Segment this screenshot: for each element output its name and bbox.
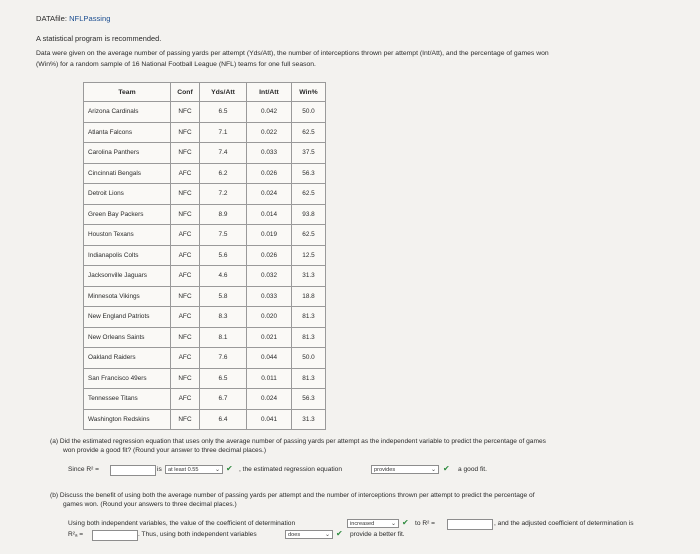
chevron-down-icon: ⌄ (324, 532, 330, 538)
table-cell: NFC (171, 184, 200, 205)
part-b-thus-text: . Thus, using both independent variables (138, 531, 257, 538)
intro-text-line2: (Win%) for a random sample of 16 National Football League (NFL) teams for one full season. (36, 61, 316, 68)
table-cell: Indianapolis Colts (84, 245, 171, 266)
checkmark-icon: ✔ (402, 518, 409, 527)
table-row (84, 389, 326, 410)
table-cell: Oakland Raiders (84, 348, 171, 369)
chevron-down-icon: ⌄ (390, 521, 396, 527)
change-dropdown[interactable] (347, 519, 399, 528)
table-cell: 50.0 (292, 348, 326, 369)
fit-selected: provides (374, 467, 396, 473)
table-cell: Tennessee Titans (84, 389, 171, 410)
table-row (84, 102, 326, 123)
table-cell: AFC (171, 245, 200, 266)
table-cell: 0.022 (247, 122, 292, 143)
table-cell: 62.5 (292, 225, 326, 246)
table-cell: 8.1 (200, 327, 247, 348)
table-cell: 0.019 (247, 225, 292, 246)
table-cell: 81.3 (292, 307, 326, 328)
table-cell: 0.024 (247, 184, 292, 205)
part-b-adjusted-text: , and the adjusted coefficient of determination is (494, 520, 634, 527)
table-cell: NFC (171, 143, 200, 164)
table-row (84, 184, 326, 205)
chevron-down-icon: ⌄ (430, 467, 436, 473)
table-cell: NFC (171, 122, 200, 143)
column-header: Team (84, 83, 171, 102)
table-body (84, 102, 326, 430)
table-cell: 37.5 (292, 143, 326, 164)
r2-threshold-selected: at least 0.55 (168, 467, 199, 473)
table-cell: 81.3 (292, 327, 326, 348)
table-cell: 0.014 (247, 204, 292, 225)
table-cell: 0.026 (247, 245, 292, 266)
table-cell: Cincinnati Bengals (84, 163, 171, 184)
table-cell: 8.9 (200, 204, 247, 225)
datafile-name[interactable]: NFLPassing (69, 14, 111, 23)
table-cell: New England Patriots (84, 307, 171, 328)
table-row (84, 225, 326, 246)
table-cell: 5.8 (200, 286, 247, 307)
column-header: Int/Att (247, 83, 292, 102)
table-cell: 31.3 (292, 409, 326, 430)
table-cell: NFC (171, 102, 200, 123)
better-fit-selected: does (288, 532, 301, 538)
table-cell: AFC (171, 225, 200, 246)
table-row (84, 368, 326, 389)
r2-threshold-dropdown[interactable] (165, 465, 223, 474)
part-b-using-text: Using both independent variables, the value of the coefficient of determination (68, 520, 296, 527)
recommendation-text: A statistical program is recommended. (36, 34, 162, 43)
table-cell: 56.3 (292, 163, 326, 184)
part-a-question-line2: won provide a good fit? (Round your answer to three decimal places.) (63, 447, 267, 454)
table-header-row (84, 83, 326, 102)
table-cell: 7.6 (200, 348, 247, 369)
part-a-estimated-text: , the estimated regression equation (239, 466, 342, 473)
checkmark-icon: ✔ (443, 464, 450, 473)
table-cell: 7.1 (200, 122, 247, 143)
r2-both-input[interactable] (447, 519, 493, 530)
table-cell: 0.033 (247, 286, 292, 307)
table-cell: 6.7 (200, 389, 247, 410)
table-row (84, 122, 326, 143)
table-cell: NFC (171, 368, 200, 389)
table-cell: 81.3 (292, 368, 326, 389)
table-row (84, 327, 326, 348)
table-cell: 0.033 (247, 143, 292, 164)
table-cell: 0.024 (247, 389, 292, 410)
table-cell: 7.5 (200, 225, 247, 246)
table-cell: 56.3 (292, 389, 326, 410)
table-cell: 0.020 (247, 307, 292, 328)
table-cell: 0.044 (247, 348, 292, 369)
table-cell: Minnesota Vikings (84, 286, 171, 307)
table-cell: 7.4 (200, 143, 247, 164)
table-row (84, 204, 326, 225)
table-row (84, 163, 326, 184)
fit-dropdown[interactable] (371, 465, 439, 474)
column-header: Conf (171, 83, 200, 102)
table-row (84, 266, 326, 287)
table-cell: 5.6 (200, 245, 247, 266)
table-cell: AFC (171, 348, 200, 369)
table-cell: NFC (171, 409, 200, 430)
table-cell: Washington Redskins (84, 409, 171, 430)
table-cell: 6.5 (200, 102, 247, 123)
part-a-is-text: is (157, 466, 162, 473)
datafile-label: DATAfile: (36, 14, 67, 23)
table-row (84, 409, 326, 430)
table-cell: 0.021 (247, 327, 292, 348)
table-cell: AFC (171, 163, 200, 184)
datafile-line (36, 14, 110, 24)
intro-text-line1: Data were given on the average number of passing yards per attempt (Yds/Att), the number of interceptions thrown per attempt (Int/Att), and the percentage of games won (36, 50, 549, 57)
part-a-good-fit-text: a good fit. (458, 466, 487, 473)
table-cell: 8.3 (200, 307, 247, 328)
column-header: Win% (292, 83, 326, 102)
table-cell: 18.8 (292, 286, 326, 307)
table-cell: Houston Texans (84, 225, 171, 246)
table-cell: 31.3 (292, 266, 326, 287)
part-b-to-text: to R² = (415, 520, 435, 527)
table-cell: 62.5 (292, 122, 326, 143)
table-cell: 6.4 (200, 409, 247, 430)
table-cell: AFC (171, 389, 200, 410)
table-cell: Green Bay Packers (84, 204, 171, 225)
table-cell: NFC (171, 286, 200, 307)
table-cell: AFC (171, 266, 200, 287)
part-b-question-line2: games won. (Round your answers to three decimal places.) (63, 501, 237, 508)
ra2-label: R²ₐ = (68, 531, 84, 538)
table-cell: 0.041 (247, 409, 292, 430)
column-header: Yds/Att (200, 83, 247, 102)
table-cell: Detroit Lions (84, 184, 171, 205)
part-b-question-line1: (b) Discuss the benefit of using both the average number of passing yards per attempt and the number of interceptions thrown per attempt to predict the percentage of (50, 492, 535, 499)
table-cell: NFC (171, 327, 200, 348)
table-row (84, 143, 326, 164)
table-cell: 7.2 (200, 184, 247, 205)
part-a-question-line1: (a) Did the estimated regression equation that uses only the average number of passing yards per attempt as the independent variable to predict the percentage of games (50, 438, 546, 445)
table-cell: 6.5 (200, 368, 247, 389)
table-cell: 93.8 (292, 204, 326, 225)
table-cell: Jacksonville Jaguars (84, 266, 171, 287)
table-cell: 0.011 (247, 368, 292, 389)
table-row (84, 245, 326, 266)
part-a-since-text: Since R² = (68, 466, 99, 473)
table-cell: AFC (171, 307, 200, 328)
table-cell: NFC (171, 204, 200, 225)
table-row (84, 348, 326, 369)
table-cell: San Francisco 49ers (84, 368, 171, 389)
table-cell: 50.0 (292, 102, 326, 123)
table-cell: 62.5 (292, 184, 326, 205)
table-cell: 0.032 (247, 266, 292, 287)
table-cell: Arizona Cardinals (84, 102, 171, 123)
table-cell: 0.026 (247, 163, 292, 184)
table-row (84, 307, 326, 328)
better-fit-dropdown[interactable] (285, 530, 333, 539)
checkmark-icon: ✔ (226, 464, 233, 473)
checkmark-icon: ✔ (336, 529, 343, 538)
table-cell: Atlanta Falcons (84, 122, 171, 143)
change-selected: increased (350, 521, 375, 527)
table-cell: 6.2 (200, 163, 247, 184)
chevron-down-icon: ⌄ (214, 467, 220, 473)
nfl-data-table (83, 82, 326, 430)
table-row (84, 286, 326, 307)
part-b-better-fit-text: provide a better fit. (350, 531, 405, 538)
table-cell: Carolina Panthers (84, 143, 171, 164)
adjusted-r2-input[interactable] (92, 530, 138, 541)
table-cell: 12.5 (292, 245, 326, 266)
table-cell: 0.042 (247, 102, 292, 123)
r2-input[interactable] (110, 465, 156, 476)
table-cell: New Orleans Saints (84, 327, 171, 348)
table-cell: 4.6 (200, 266, 247, 287)
